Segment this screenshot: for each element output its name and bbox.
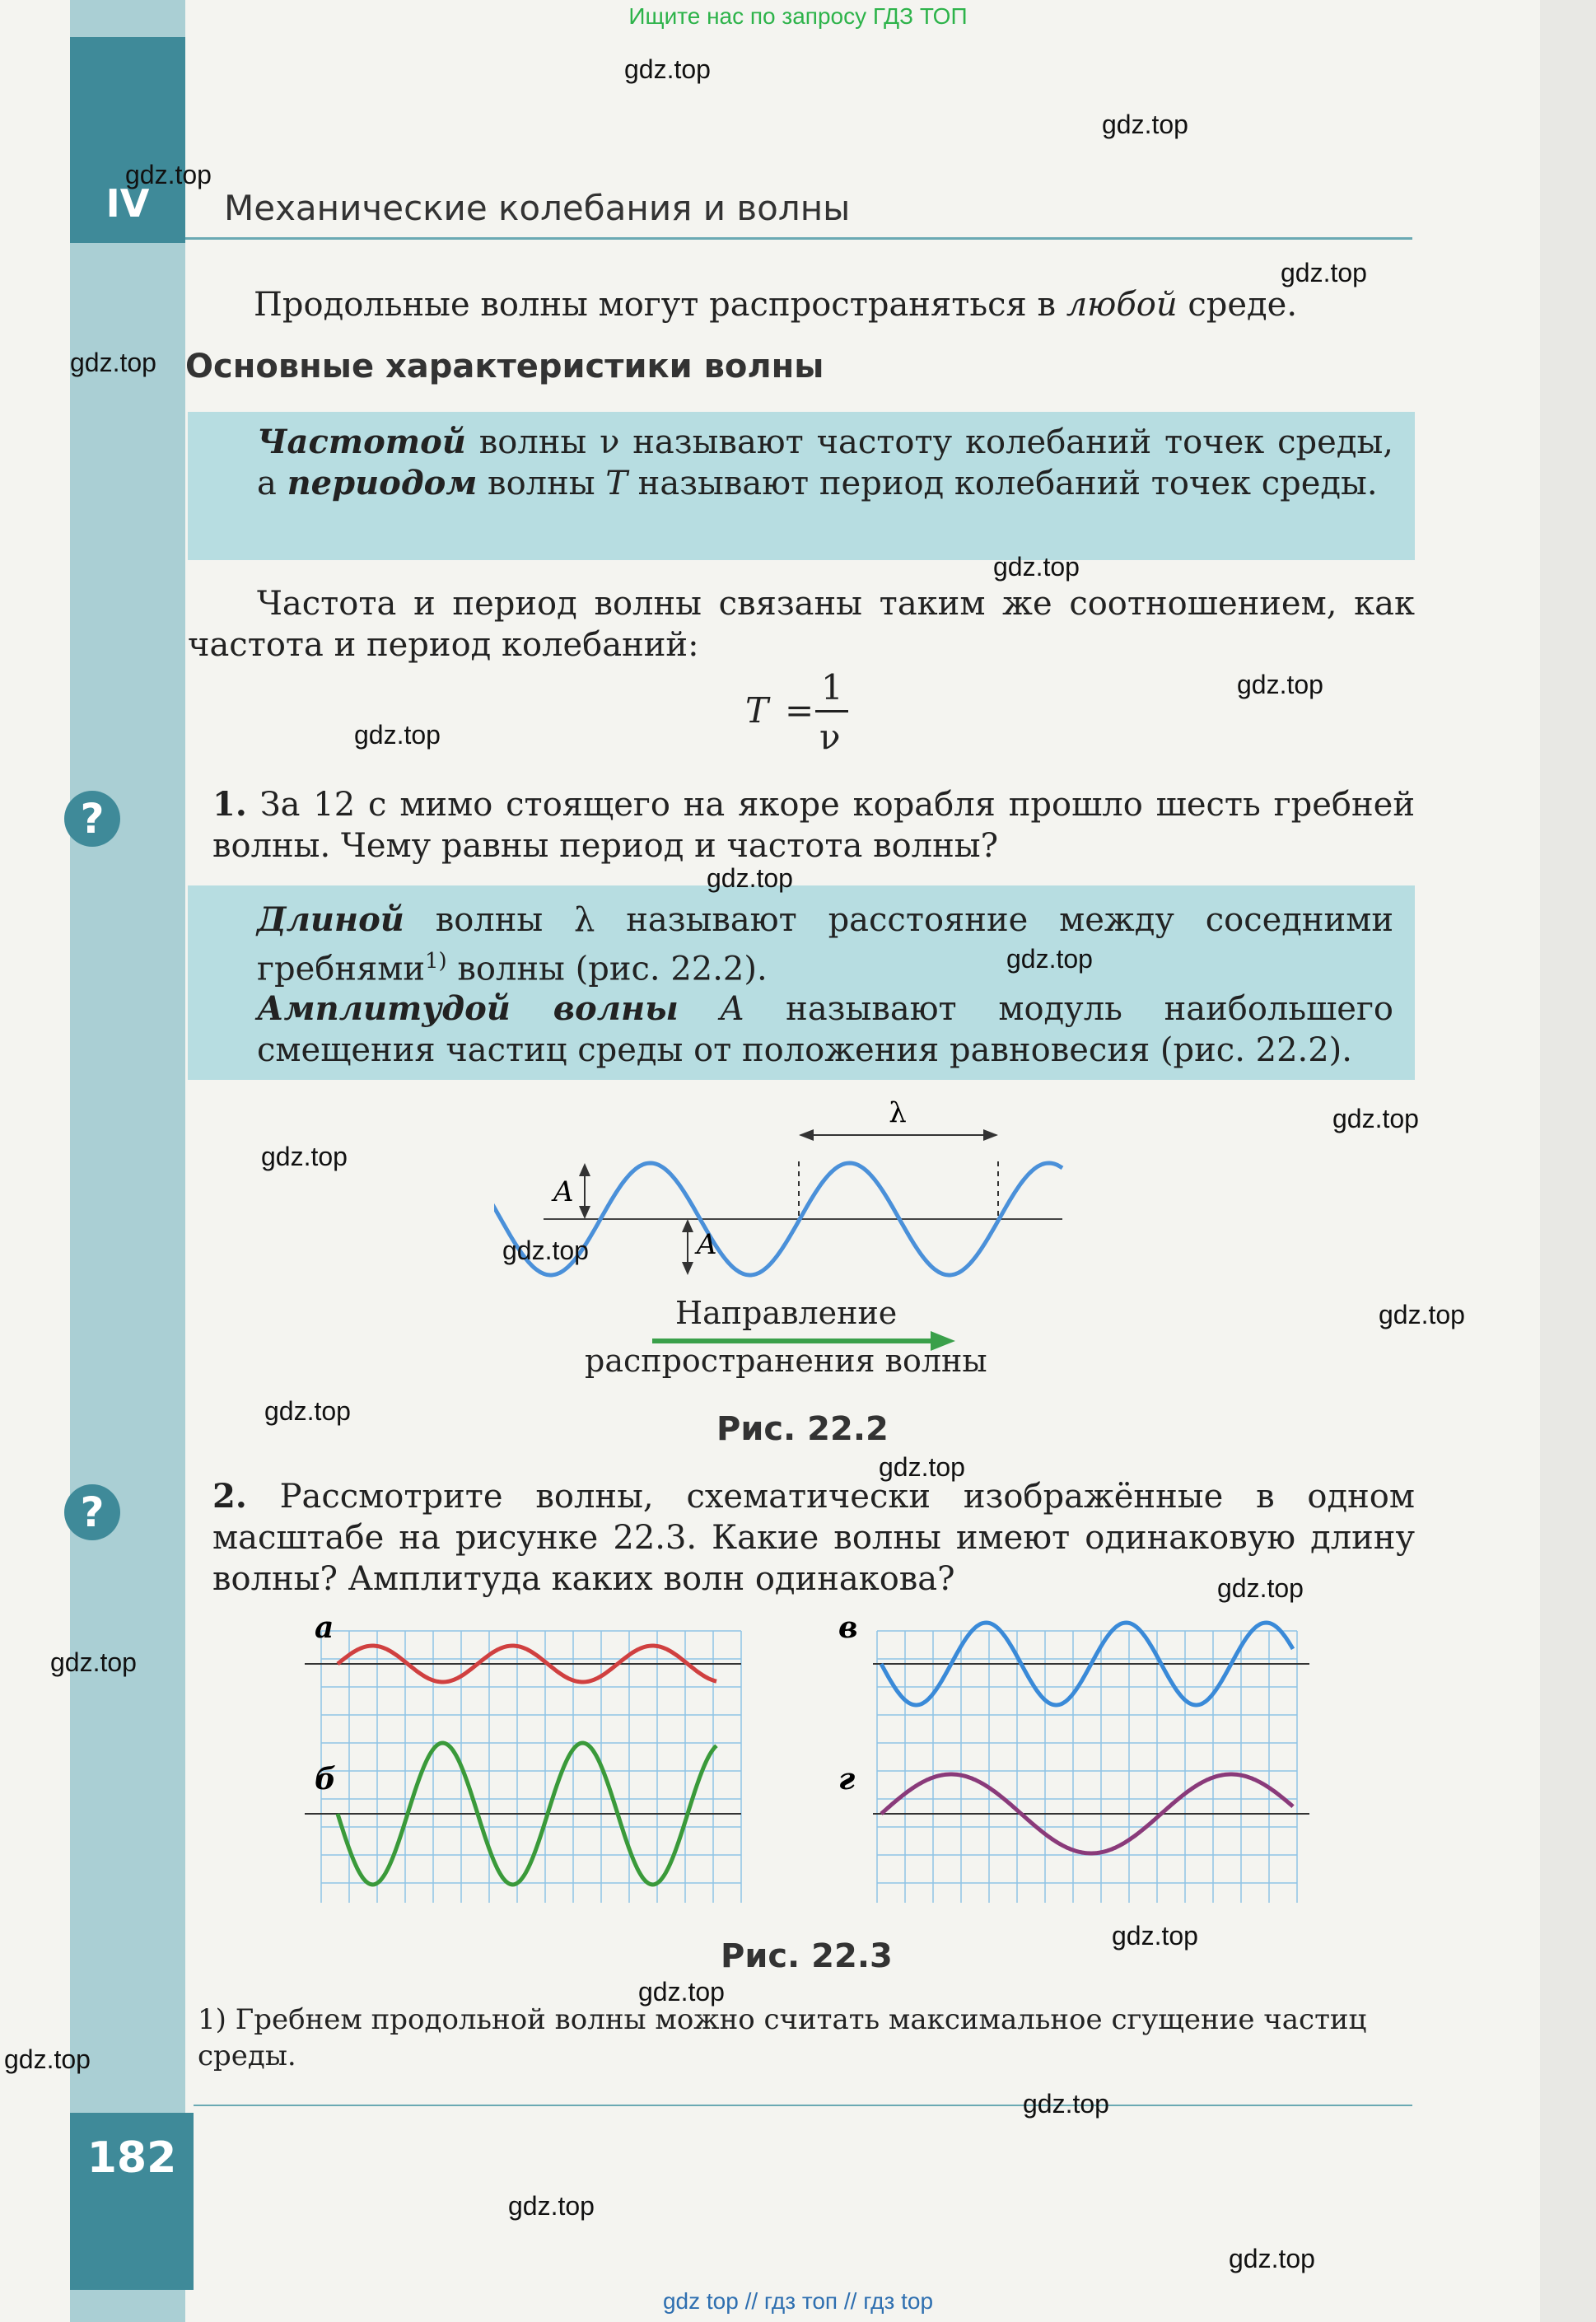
direction-label-line1: Направление (675, 1295, 898, 1331)
page-number: 182 (86, 2133, 177, 2183)
term-wavelength: Длиной (257, 900, 404, 939)
watermark: gdz.top (1332, 1104, 1419, 1133)
panel-label-v: в (838, 1610, 858, 1645)
footer-divider (194, 2105, 1412, 2106)
watermark: gdz.top (879, 1452, 965, 1482)
panel-label-b: б (315, 1762, 336, 1796)
panel-label-a: а (315, 1610, 334, 1645)
term-period: периодом (287, 464, 478, 502)
chapter-number: IV (105, 181, 150, 226)
lambda-arrowhead-right (983, 1129, 998, 1141)
footnote-ref: 1) (424, 949, 447, 974)
definition-amplitude (257, 988, 1393, 1071)
intro-emphasis: любой (1066, 286, 1178, 324)
section-title: Основные характеристики волны (185, 348, 824, 385)
watermark: gdz.top (264, 1396, 351, 1426)
bottom-banner[interactable]: gdz top // гдз топ // гдз top (662, 2288, 934, 2314)
watermark: gdz.top (624, 54, 711, 84)
def3-symbol-A: A (678, 990, 744, 1028)
def1-text-c: называют период колебаний точек среды. (627, 465, 1378, 502)
watermark: gdz.top (50, 1647, 137, 1677)
watermark: gdz.top (70, 348, 156, 377)
lambda-label: λ (889, 1096, 907, 1129)
question-icon-2: ? (64, 1484, 120, 1540)
direction-label-line2: распространения волны (585, 1343, 987, 1379)
amplitude-label-2: A (697, 1228, 717, 1261)
intro-paragraph (254, 284, 1407, 325)
watermark: gdz.top (707, 863, 793, 893)
formula-equals: = (785, 690, 814, 731)
def1-text-a: волны ν называют частоту колебаний точек среды, а (257, 423, 1393, 502)
watermark: gdz.top (1281, 258, 1367, 287)
figure-22-2-caption: Рис. 22.2 (716, 1410, 889, 1448)
amplitude-arrowhead-1a (579, 1163, 590, 1176)
figure-22-3-waves (305, 1606, 1326, 1919)
watermark: gdz.top (4, 2044, 91, 2074)
term-frequency: Частотой (257, 423, 466, 461)
def3-text: называют модуль наибольшего смещения частиц среды от положения равновесия (рис. 22.2). (257, 990, 1394, 1069)
footnote-number: 1) (198, 2003, 226, 2036)
lambda-arrowhead-left (799, 1129, 814, 1141)
formula-denominator: ν (819, 717, 841, 757)
watermark: gdz.top (1237, 670, 1323, 699)
question-2-text: Рассмотрите волны, схематически изображённые в одном масштабе на рисунке 22.3. Какие волны имеют одинаковую длину волны? Амплитуда каких волн одинакова? (212, 1478, 1416, 1598)
amplitude-arrowhead-1b (579, 1206, 590, 1219)
watermark: gdz.top (261, 1142, 348, 1171)
watermark: gdz.top (1379, 1300, 1465, 1329)
watermark: gdz.top (354, 720, 441, 750)
footnote (198, 2002, 1416, 2074)
watermark: gdz.top (502, 1236, 589, 1265)
page-edge (1540, 0, 1596, 2322)
definition-frequency-period (257, 422, 1393, 504)
watermark: gdz.top (508, 2191, 595, 2221)
chapter-title: Механические колебания и волны (224, 188, 851, 228)
watermark: gdz.top (1006, 944, 1093, 974)
watermark: gdz.top (125, 160, 212, 189)
amplitude-arrowhead-2a (682, 1219, 693, 1232)
formula-T: T (745, 690, 769, 731)
watermark: gdz.top (1217, 1573, 1304, 1603)
top-banner[interactable]: Ищите нас по запросу ГДЗ ТОП (628, 3, 968, 29)
question-icon: ? (64, 791, 120, 847)
formula-lhs (745, 690, 768, 731)
question-1 (212, 784, 1415, 867)
question-1-number: 1. (212, 785, 247, 824)
watermark: gdz.top (1102, 110, 1188, 139)
term-amplitude: Амплитудой волны (257, 989, 679, 1028)
watermark: gdz.top (638, 1977, 725, 2007)
panel-label-g: г (838, 1762, 856, 1796)
intro-text-end: среде. (1177, 286, 1298, 324)
footnote-text: Гребнем продольной волны можно считать максимальное сгущение частиц среды. (198, 2003, 1367, 2072)
watermark: gdz.top (1112, 1921, 1198, 1951)
def1-symbol-T: T (605, 465, 628, 502)
def1-text-b: волны (477, 465, 606, 502)
question-1-text: За 12 с мимо стоящего на якоре корабля прошло шесть гребней волны. Чему равны период и частота волны? (212, 786, 1415, 865)
intro-text: Продольные волны могут распространяться в (254, 286, 1066, 324)
relation-paragraph: Частота и период волны связаны таким же соотношением, как частота и период колебаний: (188, 585, 1415, 664)
figure-22-3-caption: Рис. 22.3 (721, 1937, 893, 1975)
watermark: gdz.top (993, 552, 1080, 582)
header-divider (185, 237, 1412, 240)
formula-fraction-bar (815, 710, 848, 712)
amplitude-arrowhead-2b (682, 1262, 693, 1275)
watermark: gdz.top (1229, 2244, 1315, 2273)
def2-text-a: волны λ называют расстояние между соседними гребнями (257, 901, 1393, 988)
formula-numerator: 1 (821, 667, 843, 708)
def2-text-b: волны (рис. 22.2). (446, 950, 768, 988)
definition-wavelength (257, 899, 1393, 989)
watermark: gdz.top (1023, 2089, 1109, 2119)
amplitude-label-1: A (553, 1175, 574, 1208)
question-2-number: 2. (212, 1477, 247, 1516)
